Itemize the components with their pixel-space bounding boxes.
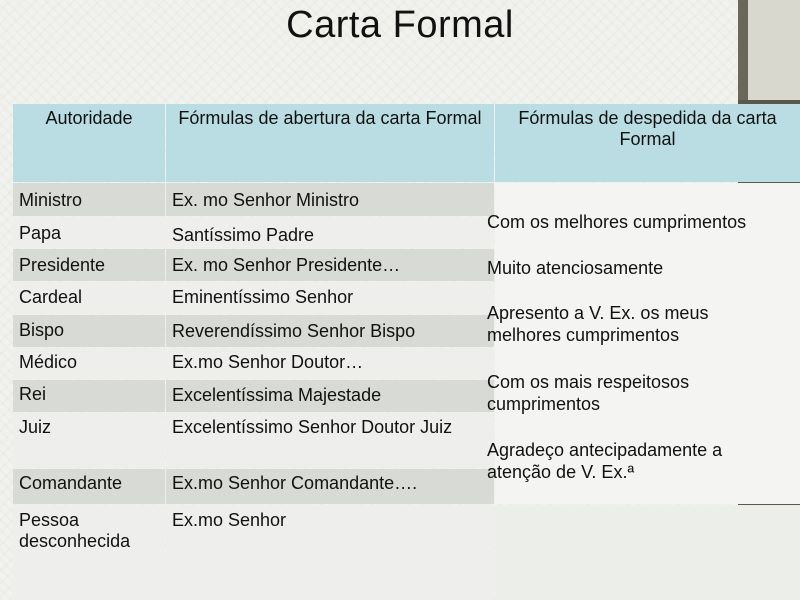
cell-abertura: Ex. mo Senhor Ministro xyxy=(166,183,494,216)
cell-autoridade: Presidente xyxy=(13,249,165,281)
cell-autoridade: Papa xyxy=(13,217,165,248)
cell-abertura: Excelentíssima Majestade xyxy=(166,380,494,412)
cell-abertura: Ex.mo Senhor xyxy=(166,505,494,600)
cell-abertura: Santíssimo Padre xyxy=(166,217,494,248)
header-autoridade: Autoridade xyxy=(13,104,165,182)
cell-autoridade: Comandante xyxy=(13,469,165,504)
despedida-item: Com os mais respeitosos cumprimentos xyxy=(487,372,690,414)
cell-abertura: Ex.mo Senhor Comandante…. xyxy=(166,469,494,504)
header-abertura: Fórmulas de abertura da carta Formal xyxy=(166,104,494,182)
cell-abertura: Excelentíssimo Senhor Doutor Juiz xyxy=(166,413,494,468)
despedida-item: Muito atenciosamente xyxy=(487,258,664,278)
cell-abertura: Reverendíssimo Senhor Bispo xyxy=(166,315,494,347)
cell-abertura: Eminentíssimo Senhor xyxy=(166,282,494,314)
cell-autoridade: Cardeal xyxy=(13,282,165,314)
cell-abertura: Ex.mo Senhor Doutor… xyxy=(166,348,494,379)
cell-autoridade: Juiz xyxy=(13,413,165,468)
header-despedida: Fórmulas de despedida da carta Formal xyxy=(495,104,800,182)
despedida-item: Apresento a V. Ex. os meus melhores cumprimentos xyxy=(487,303,709,345)
cell-autoridade: Ministro xyxy=(13,183,165,216)
cell-autoridade: Médico xyxy=(13,348,165,379)
cell-autoridade: Pessoa desconhecida xyxy=(13,505,165,600)
despedida-item: Com os melhores cumprimentos xyxy=(487,212,747,232)
cell-autoridade: Rei xyxy=(13,380,165,412)
slide-title: Carta Formal xyxy=(286,4,514,46)
cell-autoridade: Bispo xyxy=(13,315,165,347)
letter-formulas-table xyxy=(13,104,800,600)
despedida-empty-cell xyxy=(495,505,800,600)
despedida-item: Agradeço antecipadamente a atenção de V. Ex.ª xyxy=(487,440,723,482)
cell-abertura: Ex. mo Senhor Presidente… xyxy=(166,249,494,281)
